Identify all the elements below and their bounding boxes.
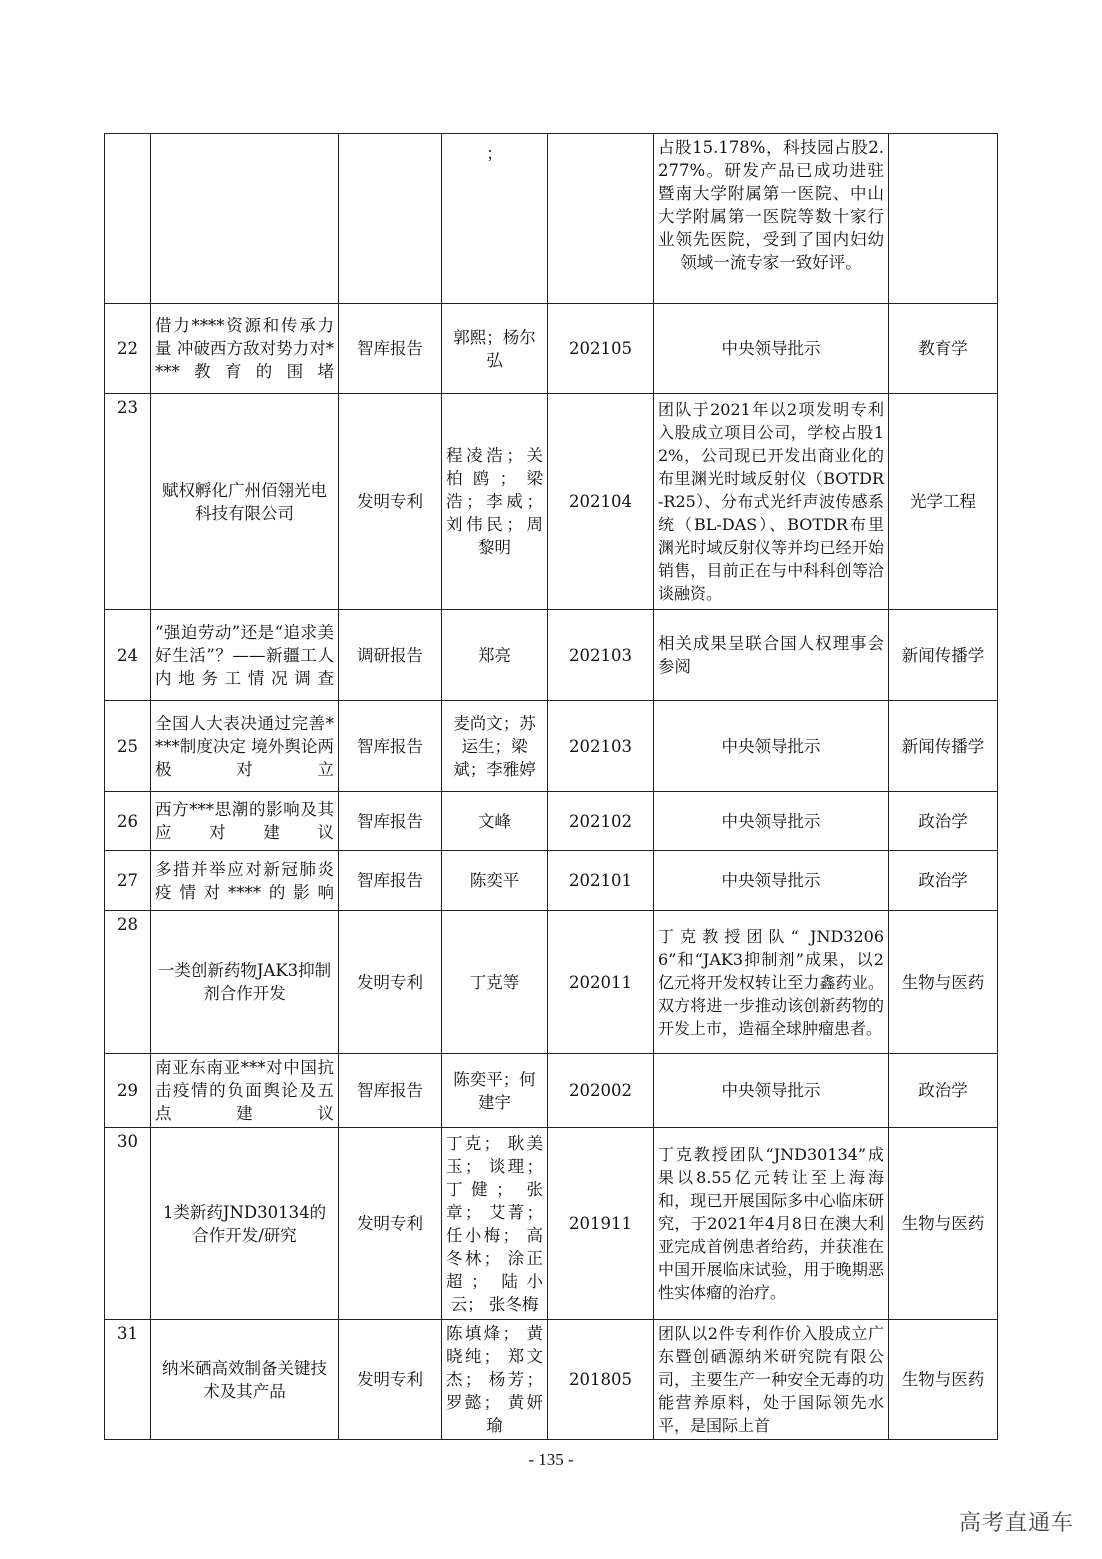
discipline: 生物与医药 bbox=[889, 1128, 998, 1320]
achievement-title bbox=[151, 134, 339, 304]
outcome: 团队以2件专利作价入股成立广东暨创硒源纳米研究院有限公司，主要生产一种安全无毒的功能营养原料，处于国际领先水平，是国际上首 bbox=[654, 1320, 889, 1440]
row-number: 28 bbox=[105, 911, 151, 1054]
achievement-title: 纳米硒高效制备关键技术及其产品 bbox=[151, 1320, 339, 1440]
table-row bbox=[105, 851, 998, 911]
achievement-type: 智库报告 bbox=[339, 1054, 442, 1128]
row-number: 25 bbox=[105, 701, 151, 792]
achievement-type: 发明专利 bbox=[339, 1320, 442, 1440]
date: 202104 bbox=[548, 394, 654, 610]
row-number: 31 bbox=[105, 1320, 151, 1440]
table-row bbox=[105, 394, 998, 610]
achievement-title: 1类新药JND30134的合作开发/研究 bbox=[151, 1128, 339, 1320]
discipline: 新闻传播学 bbox=[889, 610, 998, 701]
watermark-text: 高考直通车 bbox=[958, 1511, 1074, 1536]
outcome: 中央领导批示 bbox=[654, 792, 889, 851]
date: 202102 bbox=[548, 792, 654, 851]
table-row bbox=[105, 1128, 998, 1320]
discipline bbox=[889, 134, 998, 304]
date: 201805 bbox=[548, 1320, 654, 1440]
table-row bbox=[105, 134, 998, 304]
date: 202101 bbox=[548, 851, 654, 911]
authors: 文峰 bbox=[442, 792, 548, 851]
outcome: 占股15.178%，科技园占股2.277%。研发产品已成功进驻暨南大学附属第一医院、中山大学附属第一医院等数十家行业领先医院，受到了国内妇幼领域一流专家一致好评。 bbox=[654, 134, 889, 304]
discipline: 生物与医药 bbox=[889, 911, 998, 1054]
achievement-type: 智库报告 bbox=[339, 304, 442, 394]
achievement-title: 借力****资源和传承力量 冲破西方敌对势力对****教育的围堵 bbox=[151, 304, 339, 394]
outcome: 丁克教授团队“JND30134”成果以8.55亿元转让至上海海和，现已开展国际多中心临床研究，于2021年4月8日在澳大利亚完成首例患者给药，并获准在中国开展临床试验，用于晚期恶性实体瘤的治疗。 bbox=[654, 1128, 889, 1320]
date: 202002 bbox=[548, 1054, 654, 1128]
table-row bbox=[105, 911, 998, 1054]
row-number bbox=[105, 134, 151, 304]
date: 202105 bbox=[548, 304, 654, 394]
date: 202103 bbox=[548, 610, 654, 701]
achievement-type: 发明专利 bbox=[339, 394, 442, 610]
achievement-type: 智库报告 bbox=[339, 851, 442, 911]
achievement-title: “强迫劳动”还是“追求美好生活”？——新疆工人内地务工情况调查 bbox=[151, 610, 339, 701]
outcome: 中央领导批示 bbox=[654, 701, 889, 792]
authors: 陈奕平；何建宇 bbox=[442, 1054, 548, 1128]
row-number: 24 bbox=[105, 610, 151, 701]
row-number: 22 bbox=[105, 304, 151, 394]
table-row bbox=[105, 304, 998, 394]
discipline: 生物与医药 bbox=[889, 1320, 998, 1440]
discipline: 光学工程 bbox=[889, 394, 998, 610]
achievement-type: 智库报告 bbox=[339, 701, 442, 792]
row-number: 30 bbox=[105, 1128, 151, 1320]
date: 201911 bbox=[548, 1128, 654, 1320]
row-number: 29 bbox=[105, 1054, 151, 1128]
authors: 丁克； 耿美玉； 谈理；丁健； 张章； 艾菁；任小梅； 高冬林； 涂正超； 陆小云； 张冬梅 bbox=[442, 1128, 548, 1320]
achievement-title: 多措并举应对新冠肺炎疫情对****的影响 bbox=[151, 851, 339, 911]
row-number: 27 bbox=[105, 851, 151, 911]
discipline: 政治学 bbox=[889, 851, 998, 911]
authors: ； bbox=[442, 134, 548, 304]
table-row bbox=[105, 701, 998, 792]
achievement-title: 一类创新药物JAK3抑制剂合作开发 bbox=[151, 911, 339, 1054]
date: 202103 bbox=[548, 701, 654, 792]
discipline: 政治学 bbox=[889, 1054, 998, 1128]
row-number: 26 bbox=[105, 792, 151, 851]
table-row bbox=[105, 1054, 998, 1128]
page-number: - 135 - bbox=[528, 1450, 574, 1469]
authors: 郭熙；杨尔弘 bbox=[442, 304, 548, 394]
authors: 程凌浩；关柏鸥；梁浩；李威；刘伟民；周黎明 bbox=[442, 394, 548, 610]
discipline: 教育学 bbox=[889, 304, 998, 394]
authors: 陈奕平 bbox=[442, 851, 548, 911]
date bbox=[548, 134, 654, 304]
table-row bbox=[105, 610, 998, 701]
achievement-title: 全国人大表决通过完善****制度决定 境外舆论两极对立 bbox=[151, 701, 339, 792]
authors: 郑亮 bbox=[442, 610, 548, 701]
outcome: 团队于2021年以2项发明专利入股成立项目公司，学校占股12%，公司现已开发出商业化的布里渊光时域反射仪（BOTDR-R25）、分布式光纤声波传感系统（BL-DAS）、BOTDR布里渊光时域反射仪等并均已经开始销售，目前正在与中科科创等洽谈融资。 bbox=[654, 394, 889, 610]
table-row bbox=[105, 792, 998, 851]
achievement-title: 西方***思潮的影响及其应对建议 bbox=[151, 792, 339, 851]
authors: 丁克等 bbox=[442, 911, 548, 1054]
row-number: 23 bbox=[105, 394, 151, 610]
outcome: 丁克教授团队“ JND32066”和“JAK3抑制剂”成果，以2亿元将开发权转让至力鑫药业。双方将进一步推动该创新药物的开发上市，造福全球肿瘤患者。 bbox=[654, 911, 889, 1054]
outcome: 中央领导批示 bbox=[654, 304, 889, 394]
outcome: 中央领导批示 bbox=[654, 1054, 889, 1128]
achievement-type: 发明专利 bbox=[339, 1128, 442, 1320]
discipline: 新闻传播学 bbox=[889, 701, 998, 792]
achievement-type: 调研报告 bbox=[339, 610, 442, 701]
date: 202011 bbox=[548, 911, 654, 1054]
authors: 麦尚文；苏运生；梁斌；李雅婷 bbox=[442, 701, 548, 792]
achievement-title: 南亚东南亚***对中国抗击疫情的负面舆论及五点建议 bbox=[151, 1054, 339, 1128]
outcome: 中央领导批示 bbox=[654, 851, 889, 911]
achievement-type bbox=[339, 134, 442, 304]
authors: 陈填烽； 黄晓纯； 郑文杰； 杨芳； 罗懿； 黄妍瑜 bbox=[442, 1320, 548, 1440]
achievements-table bbox=[104, 133, 998, 1440]
outcome: 相关成果呈联合国人权理事会参阅 bbox=[654, 610, 889, 701]
achievement-title: 赋权孵化广州佰翎光电科技有限公司 bbox=[151, 394, 339, 610]
achievement-type: 智库报告 bbox=[339, 792, 442, 851]
achievement-type: 发明专利 bbox=[339, 911, 442, 1054]
discipline: 政治学 bbox=[889, 792, 998, 851]
table-row bbox=[105, 1320, 998, 1440]
